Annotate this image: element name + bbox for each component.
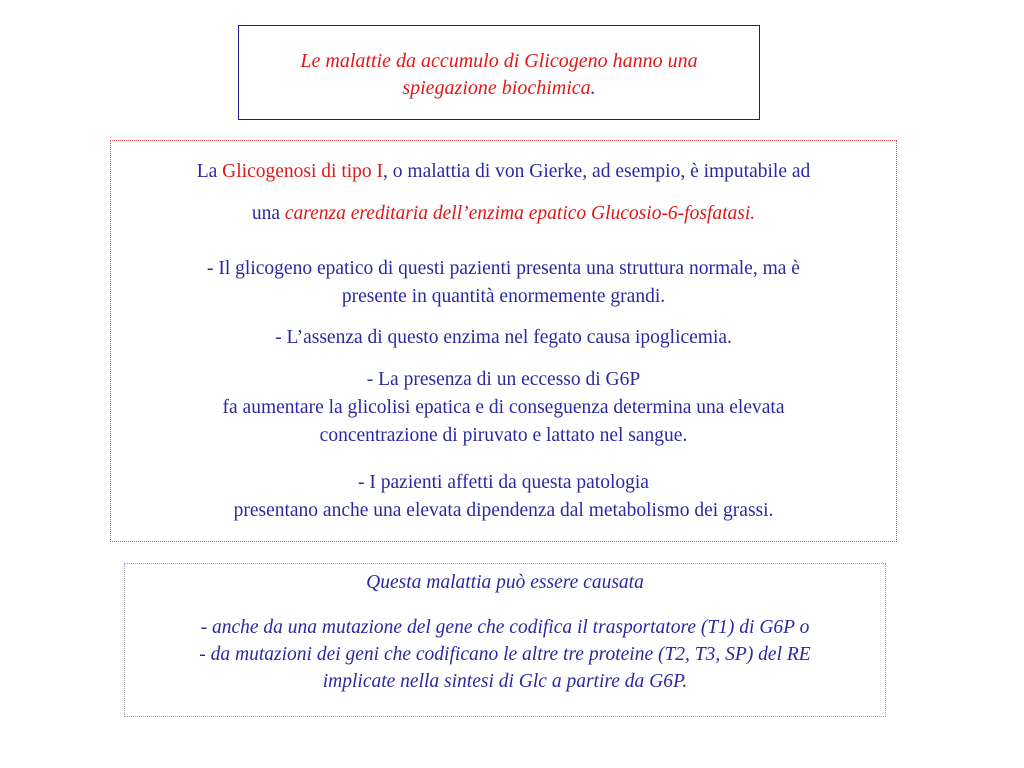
intro-line-2: [111, 203, 896, 225]
intro-disease-name: Glicogenosi di tipo I: [222, 161, 384, 182]
footer-causes: [125, 614, 885, 695]
point-3-line-3: concentrazione di piruvato e lattato nel sangue.: [319, 425, 688, 446]
title-period: .: [590, 77, 596, 99]
point-3-line-2: fa aumentare la glicolisi epatica e di conseguenza determina una elevata: [222, 397, 785, 418]
footer-line-1: - anche da una mutazione del gene che codifica il trasportatore (T1) di G6P o: [200, 617, 810, 638]
point-4-line-2: presentano anche una elevata dipendenza dal metabolismo dei grassi.: [233, 500, 774, 521]
point-3: [111, 366, 896, 450]
title-line-1: [239, 48, 759, 75]
point-1-line-1: - Il glicogeno epatico di questi pazienti presenta una struttura normale, ma è: [207, 258, 800, 279]
intro-prefix: La: [196, 161, 223, 182]
title-text-part2: spiegazione biochimica: [402, 77, 591, 99]
point-1: [111, 255, 896, 311]
footer-box: [124, 563, 886, 717]
intro-middle: , o malattia di von Gierke, ad esempio, è imputabile ad: [383, 161, 811, 182]
footer-line-3: implicate nella sintesi di Glc a partire da G6P.: [322, 671, 688, 692]
title-box: [238, 25, 760, 120]
title-text-part1: Le malattie da accumulo di Glicogeno hanno una: [300, 50, 698, 72]
footer-heading: Questa malattia può essere causata: [366, 572, 644, 593]
point-1-line-2: presente in quantità enormemente grandi.: [341, 286, 666, 307]
point-2: - L’assenza di questo enzima nel fegato causa ipoglicemia.: [275, 327, 732, 348]
footer-line-2: - da mutazioni dei geni che codificano le altre tre proteine (T2, T3, SP) del RE: [199, 644, 811, 665]
intro-line-1: [111, 161, 896, 183]
intro-cause: carenza ereditaria dell’enzima epatico Glucosio-6-fosfatasi.: [284, 203, 756, 224]
main-content-box: [110, 140, 897, 542]
point-4-line-1: - I pazienti affetti da questa patologia: [358, 472, 649, 493]
point-3-line-1: - La presenza di un eccesso di G6P: [366, 369, 641, 390]
intro-line2-prefix: una: [251, 203, 285, 224]
point-4: [111, 469, 896, 525]
title-line-2: [239, 75, 759, 102]
